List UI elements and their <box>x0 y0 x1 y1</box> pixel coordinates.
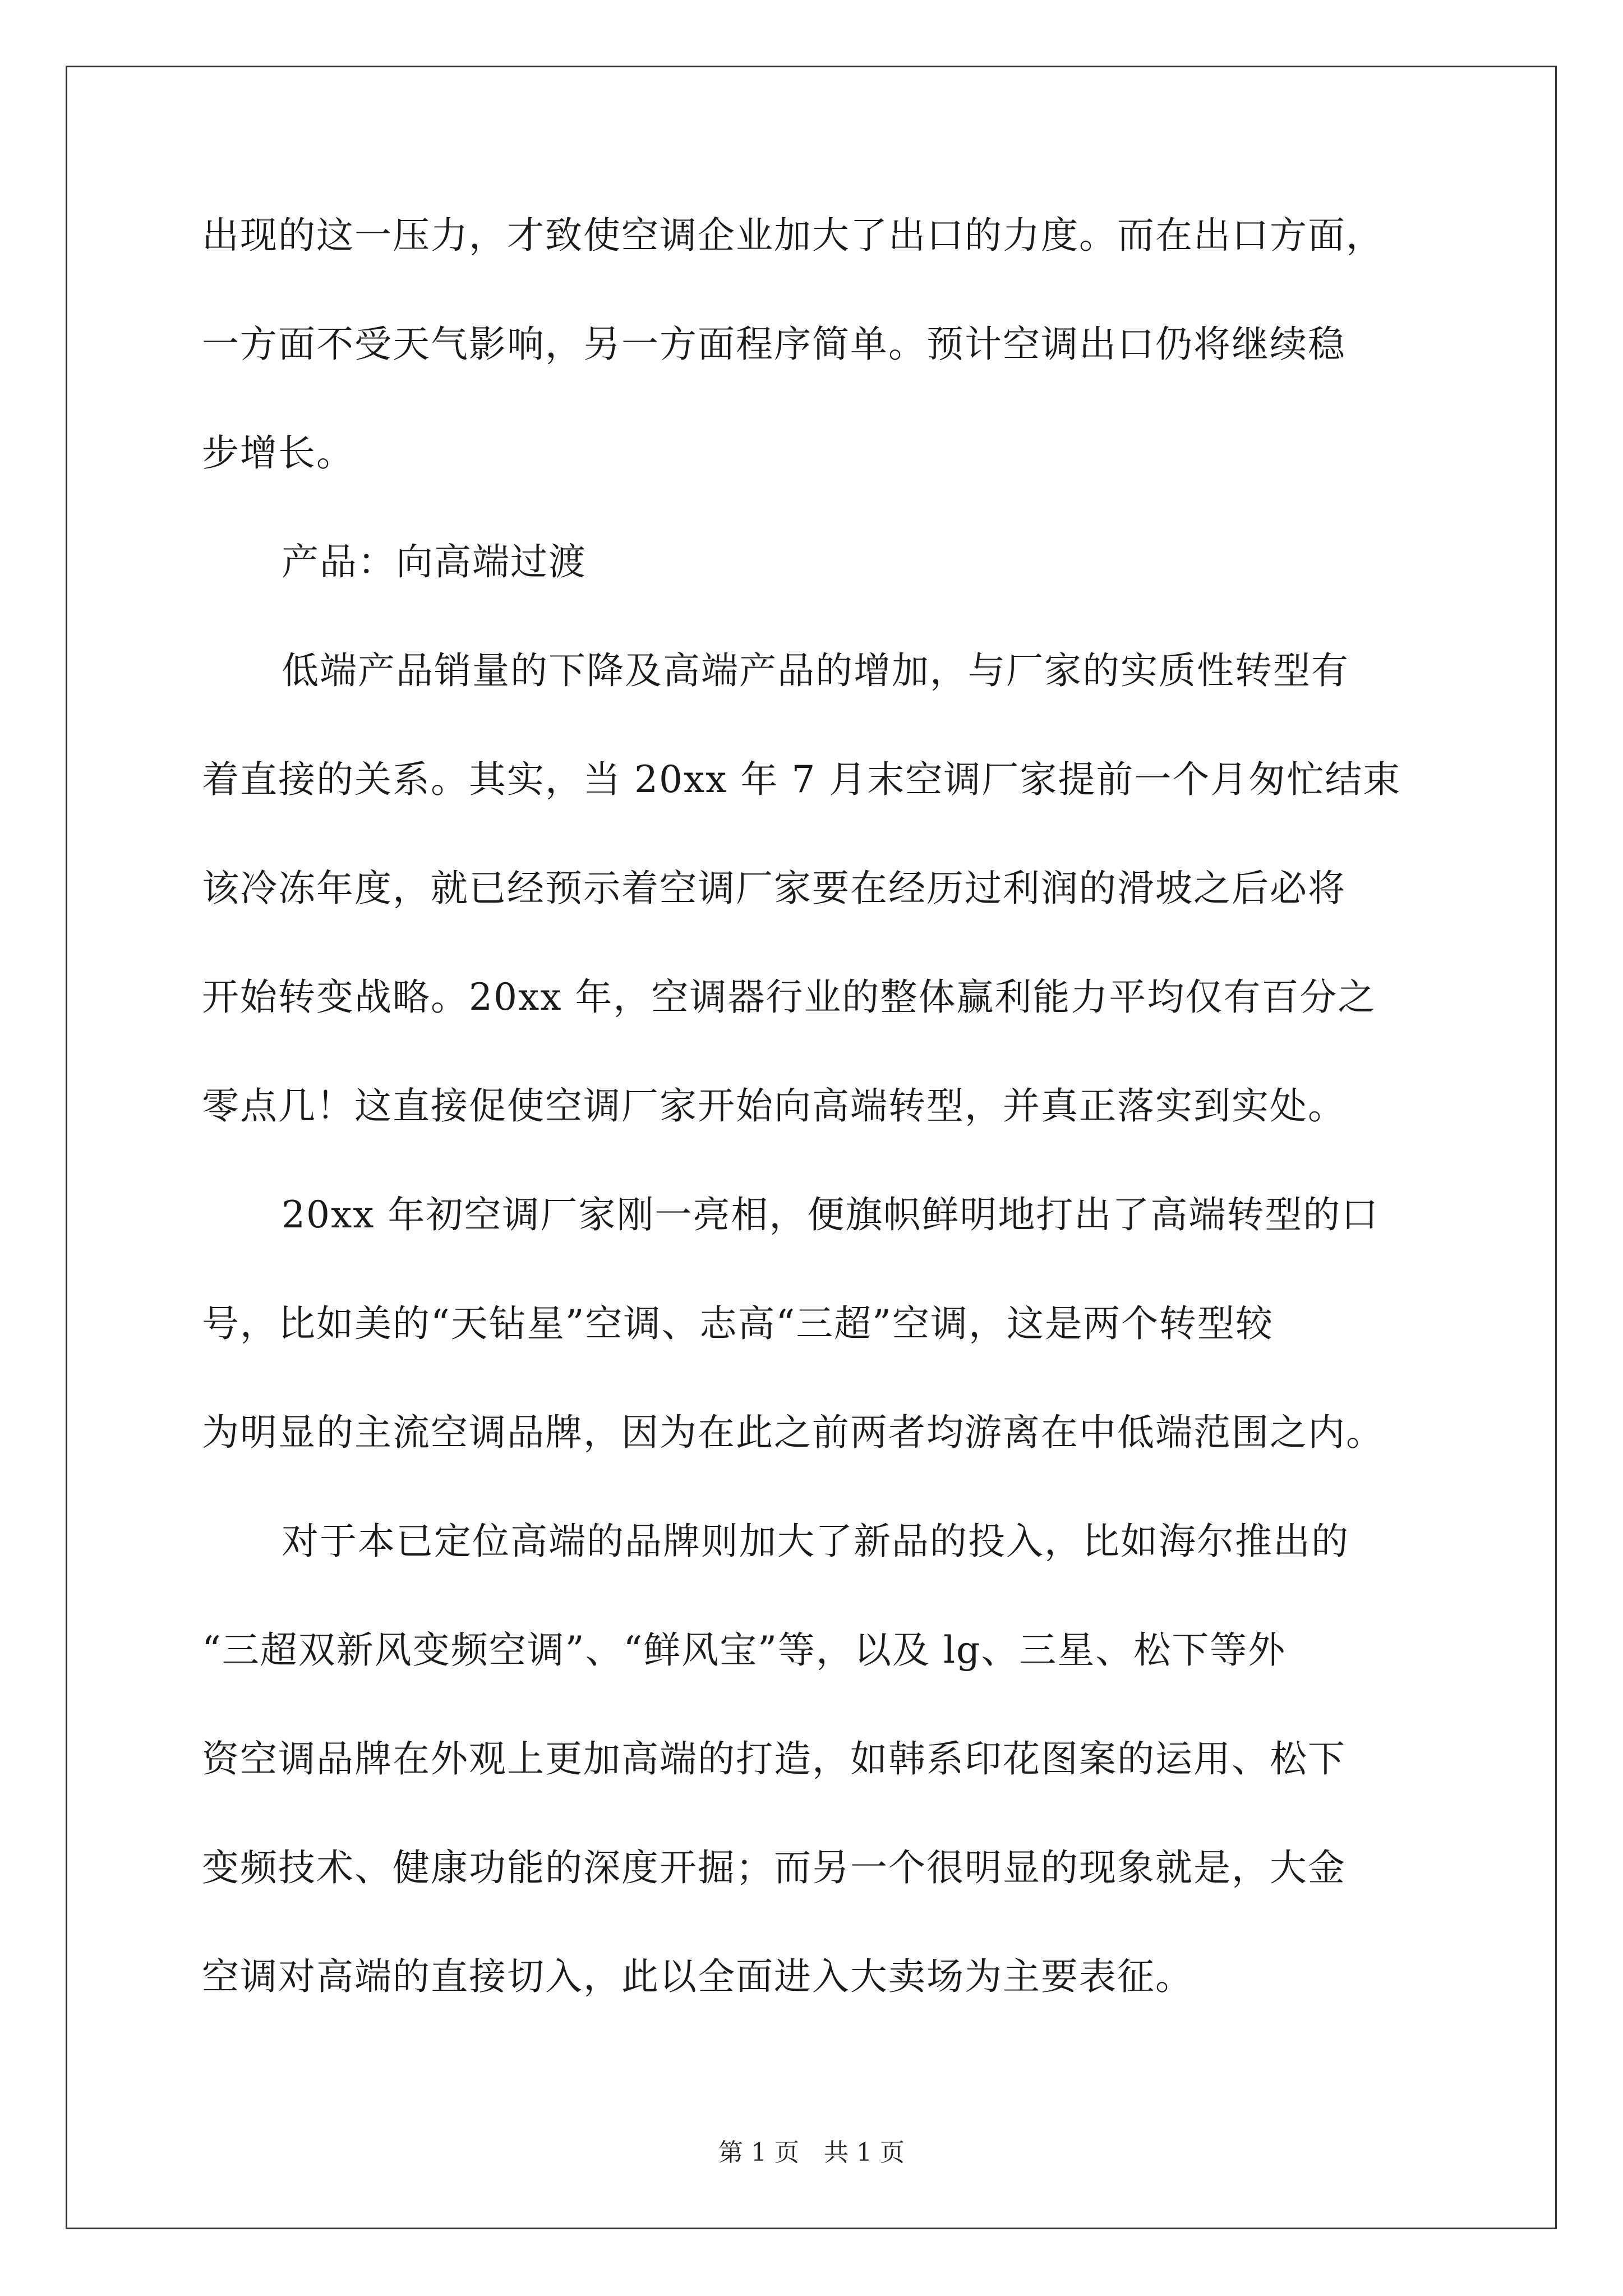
text-line: 低端产品销量的下降及高端产品的增加，与厂家的实质性转型有 <box>282 649 1349 692</box>
text-line: 号，比如美的“天钻星”空调、志高“三超”空调，这是两个转型较 <box>202 1302 1274 1345</box>
text-line: 对于本已定位高端的品牌则加大了新品的投入，比如海尔推出的 <box>282 1520 1349 1563</box>
text-line: 着直接的关系。其实，当 20xx 年 7 月末空调厂家提前一个月匆忙结束 <box>202 758 1401 801</box>
text-line: 零点几！这直接促使空调厂家开始向高端转型，并真正落实到实处。 <box>202 1084 1346 1128</box>
text-line: 空调对高端的直接切入，此以全面进入大卖场为主要表征。 <box>202 1955 1193 1998</box>
document-body <box>202 202 1436 2052</box>
text-line: 出现的这一压力，才致使空调企业加大了出口的力度。而在出口方面， <box>202 214 1384 257</box>
text-line: 20xx 年初空调厂家刚一亮相，便旗帜鲜明地打出了高端转型的口 <box>282 1193 1380 1236</box>
text-line: 为明显的主流空调品牌，因为在此之前两者均游离在中低端范围之内。 <box>202 1411 1384 1454</box>
text-line: 资空调品牌在外观上更加高端的打造，如韩系印花图案的运用、松下 <box>202 1737 1346 1780</box>
text-line: 变频技术、健康功能的深度开掘；而另一个很明显的现象就是，大金 <box>202 1846 1346 1889</box>
text-line: 该冷冻年度，就已经预示着空调厂家要在经历过利润的滑坡之后必将 <box>202 867 1346 910</box>
section-heading: 产品：向高端过渡 <box>282 540 587 583</box>
text-line: 一方面不受天气影响，另一方面程序简单。预计空调出口仍将继续稳 <box>202 323 1346 366</box>
text-line: 开始转变战略。20xx 年，空调器行业的整体赢利能力平均仅有百分之 <box>202 976 1376 1019</box>
page-footer: 第 1 页 共 1 页 <box>718 2138 905 2167</box>
text-line: “三超双新风变频空调”、“鲜风宝”等，以及 lg、三星、松下等外 <box>202 1628 1287 1672</box>
text-line: 步增长。 <box>202 431 354 475</box>
